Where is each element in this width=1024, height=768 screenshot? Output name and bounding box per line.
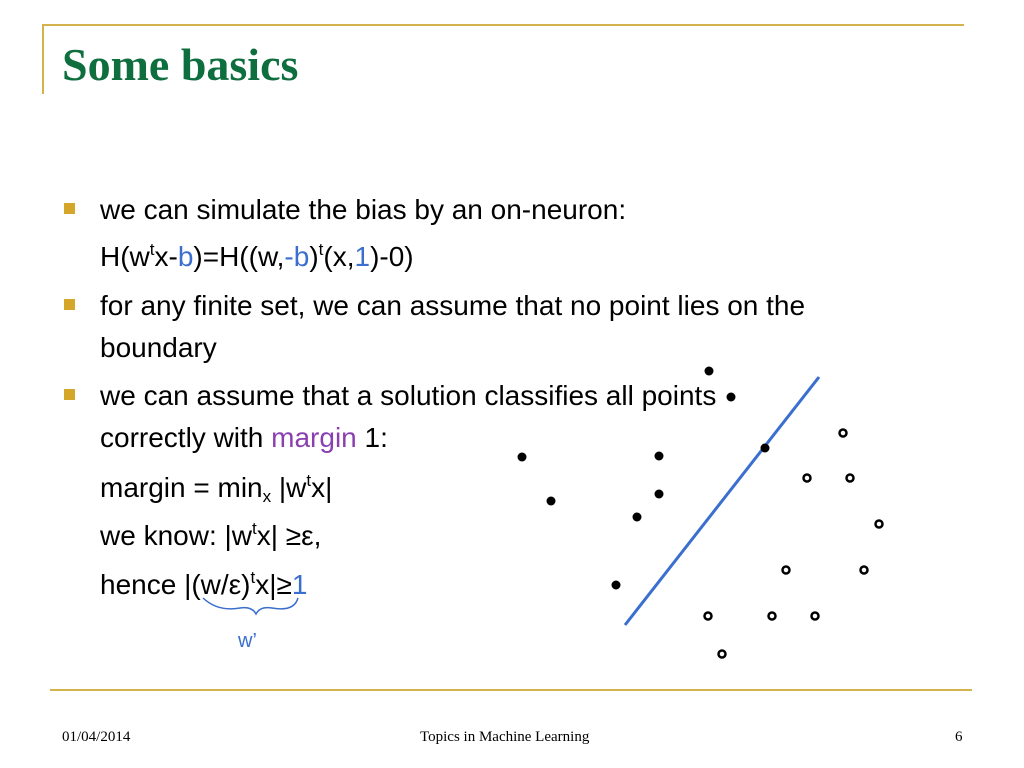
eq-part: )-0): [370, 241, 414, 272]
eq-part: x|≥: [255, 569, 292, 600]
eq-part: |w: [271, 472, 307, 503]
data-point-filled: [612, 581, 621, 590]
underbrace-w-prime: [203, 598, 298, 614]
bullet-text-2-line1: for any finite set, we can assume that no point lies on the: [100, 290, 806, 321]
eq-part: we know: |w: [100, 520, 252, 551]
eq-one: 1: [291, 569, 308, 600]
text-part: 1:: [356, 422, 388, 453]
footer-rule: [50, 689, 972, 691]
eq-bias-b: b: [177, 241, 194, 272]
footer-course-title: Topics in Machine Learning: [420, 729, 590, 745]
data-point-hollow: [847, 475, 854, 482]
text-part: correctly with: [100, 422, 272, 453]
eq-part: margin = min: [100, 472, 263, 503]
eq-superscript: t: [149, 240, 155, 259]
data-point-filled: [761, 444, 770, 453]
separating-line: [625, 377, 819, 625]
eq-part: x-: [154, 241, 178, 272]
data-point-filled: [655, 490, 664, 499]
eq-part: )=H((w,: [193, 241, 285, 272]
margin-keyword: margin: [271, 422, 357, 453]
eq-part: (x,: [323, 241, 355, 272]
data-point-hollow: [783, 567, 790, 574]
eq-part: H(w: [100, 241, 150, 272]
data-point-filled: [518, 453, 527, 462]
bullet-text-1: we can simulate the bias by an on-neuron:: [100, 194, 627, 225]
eq-superscript: t: [318, 240, 324, 259]
eq-neg-b: -b: [284, 241, 310, 272]
class-negative-points: [705, 430, 883, 658]
data-point-hollow: [840, 430, 847, 437]
footer-date: 01/04/2014: [62, 729, 131, 745]
data-point-filled: [727, 393, 736, 402]
data-point-hollow: [705, 613, 712, 620]
eq-part: x|: [311, 472, 333, 503]
eq-superscript: t: [250, 568, 256, 587]
bullet-text-2-line2: boundary: [100, 332, 217, 363]
data-point-filled: [547, 497, 556, 506]
eq-subscript: x: [262, 487, 272, 506]
eq-superscript: t: [306, 471, 312, 490]
data-point-hollow: [861, 567, 868, 574]
eq-superscript: t: [252, 519, 257, 538]
eq-part: ): [309, 241, 319, 272]
eq-one: 1: [354, 241, 371, 272]
slide-title: Some basics: [62, 39, 299, 90]
data-point-hollow: [804, 475, 811, 482]
data-point-filled: [705, 367, 714, 376]
class-positive-points: [518, 367, 770, 590]
footer-page-number: 6: [955, 729, 963, 745]
eq-part: x| ≥ε,: [256, 520, 322, 551]
data-point-hollow: [769, 613, 776, 620]
data-point-filled: [633, 513, 642, 522]
eq-part: hence |(w/ε): [100, 569, 251, 600]
data-point-hollow: [876, 521, 883, 528]
data-point-hollow: [719, 651, 726, 658]
data-point-hollow: [812, 613, 819, 620]
w-prime-label: w’: [238, 630, 257, 652]
bullet-text-3-line1: we can assume that a solution classifies all points: [100, 380, 717, 411]
data-point-filled: [655, 452, 664, 461]
